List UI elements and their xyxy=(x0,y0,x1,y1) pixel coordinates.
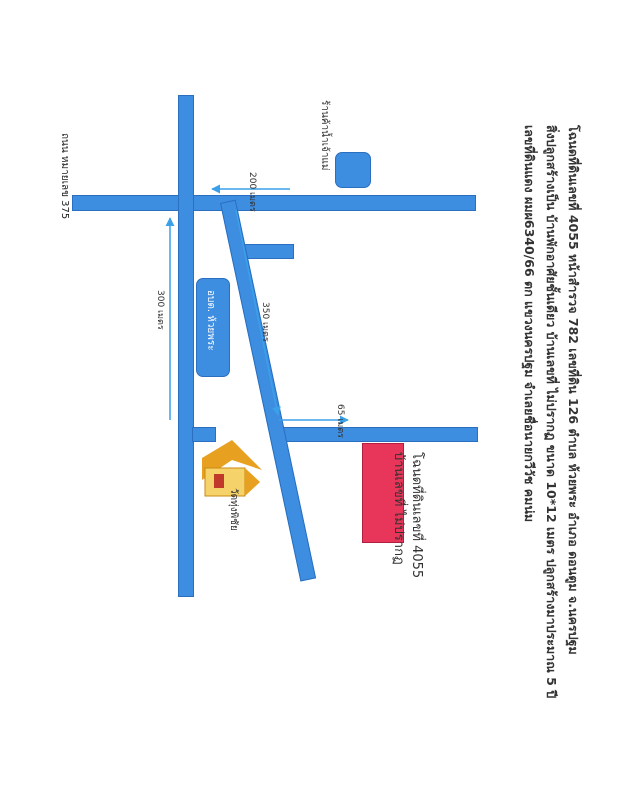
plot-label-line-2: บ้านเลขที่ ไม่ปรากฏ xyxy=(391,452,406,565)
temple-label: วัดทุ่งพิชัย xyxy=(228,488,239,531)
office-label: อบต. ห้วยพระ xyxy=(205,290,216,351)
header-line-3: เลขที่ดินแดง ผมผ6340/66 ตก แขวงนครปฐม จำเลยชื่อนายกวีวัช คมน่ม xyxy=(522,125,537,523)
distance-350-label: 350 เมตร xyxy=(260,302,270,342)
plot-label-line-1: โฉนดที่ดินเลขที่ 4055 xyxy=(409,452,424,579)
distance-200-label: 200 เมตร xyxy=(247,172,257,212)
distance-300-label: 300 เมตร xyxy=(155,290,165,330)
header-line-1: โฉนดที่ดินเลขที่ 4055 หน้าสำรวจ 782 เลขที่ดิน 126 ตำบล ห้วยพระ อำเภอ ดอนตูม จ.นครปฐม xyxy=(566,125,581,655)
header-line-2: สิ่งปลูกสร้างเป็น บ้านพักอาศัยชั้นเดียว บ้านเลขที่ ไม่ปรากฏ ขนาด 10*12 เมตร ปลูกสร้างมาประมาณ 5 ปี xyxy=(544,125,559,699)
distance-65-label: 65 เมตร xyxy=(335,404,345,439)
main-road-label: ถนน หมายเลข 375 xyxy=(59,133,70,220)
shop-label: ร้านค้าน้ำเจ้าแม่ xyxy=(319,100,330,171)
